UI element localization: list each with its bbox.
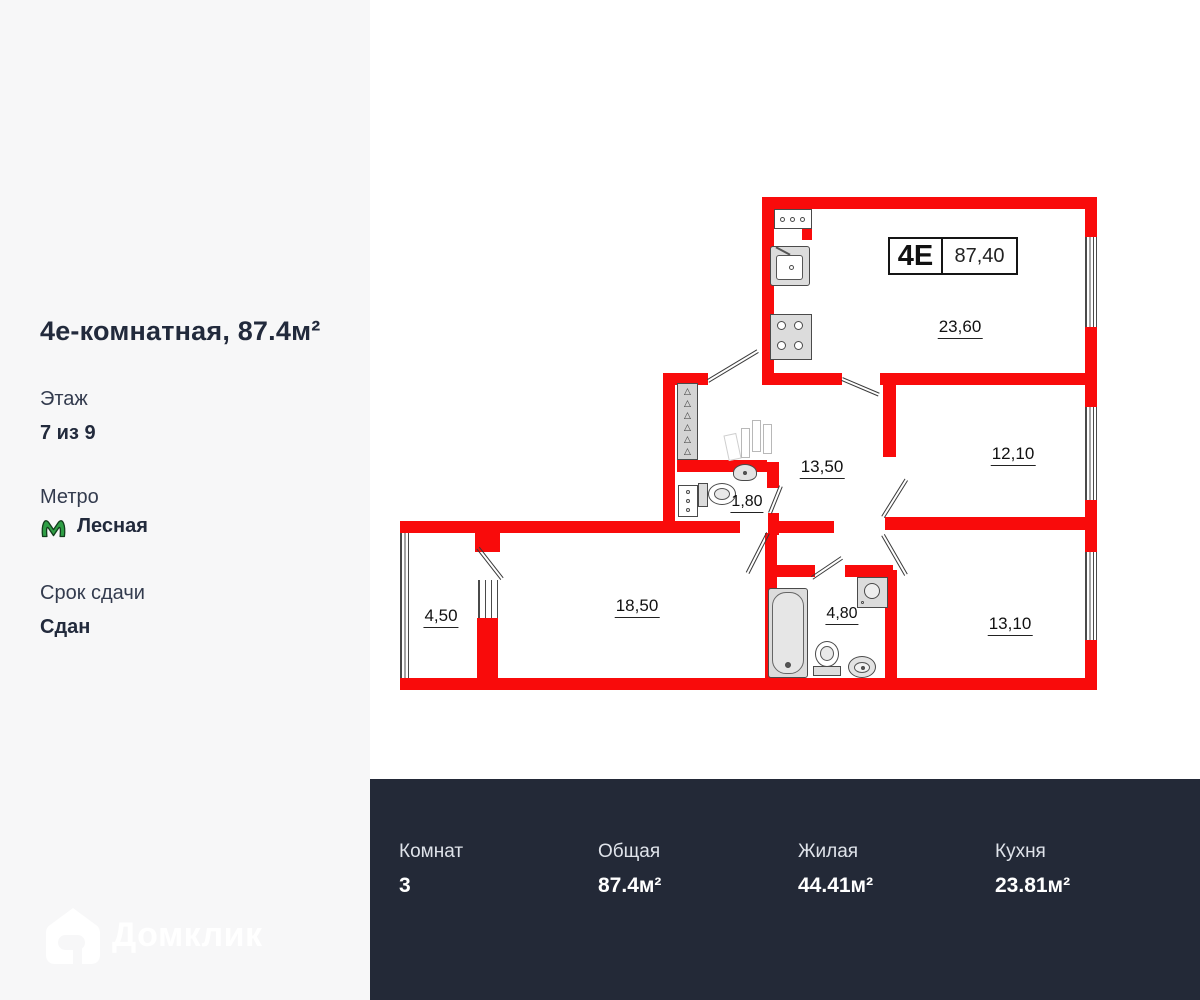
listing-title: 4е-комнатная, 87.4м² xyxy=(40,316,321,346)
room-area-label: 23,60 xyxy=(938,317,983,339)
room-area-label: 1,80 xyxy=(730,493,763,513)
room-area-label: 13,10 xyxy=(988,614,1033,636)
wall xyxy=(1085,327,1097,407)
bath-toilet-icon xyxy=(815,641,839,667)
floor-label: Этаж xyxy=(40,388,88,410)
balcony-door-window xyxy=(478,580,498,618)
stat-label: Кухня xyxy=(995,841,1046,862)
wall xyxy=(762,197,1097,209)
room-area-label: 4,50 xyxy=(423,606,458,628)
window xyxy=(1085,237,1097,327)
wall xyxy=(880,373,1097,385)
unit-type: 4Е xyxy=(890,239,943,273)
metro-label: Метро xyxy=(40,486,99,508)
window xyxy=(1085,552,1097,640)
stats-panel xyxy=(370,779,1200,1000)
bathroom-door xyxy=(811,556,843,579)
wall xyxy=(1085,197,1097,237)
metro-icon xyxy=(40,514,67,538)
room-area-label: 18,50 xyxy=(615,596,660,618)
wc-door xyxy=(768,485,783,513)
floor-value: 7 из 9 xyxy=(40,422,96,444)
unit-label-box xyxy=(888,237,1018,275)
wall xyxy=(765,565,815,577)
wall xyxy=(663,373,675,533)
deadline-value: Сдан xyxy=(40,616,91,638)
wc-cabinet-icon xyxy=(678,485,698,517)
stat-value: 87.4м² xyxy=(598,874,662,897)
hall-cabinet-sketch xyxy=(741,428,750,458)
deadline-label: Срок сдачи xyxy=(40,582,145,604)
wall xyxy=(477,618,498,678)
stat-kitchen-area xyxy=(995,841,1070,898)
metro-row xyxy=(40,514,148,538)
wall xyxy=(772,521,834,533)
entrance-door xyxy=(707,349,759,382)
stat-label: Общая xyxy=(598,841,661,862)
stat-value: 44.41м² xyxy=(798,874,874,897)
hall-cabinet-sketch xyxy=(723,433,741,461)
stat-rooms xyxy=(399,841,463,898)
room-area-label: 12,10 xyxy=(991,444,1036,466)
house-icon xyxy=(46,906,100,964)
bath-toilet-tank-icon xyxy=(813,666,841,676)
wall xyxy=(400,521,740,533)
wall xyxy=(762,373,842,385)
metro-station: Лесная xyxy=(77,514,148,537)
wall xyxy=(883,385,896,457)
kitchen-sink-icon xyxy=(770,246,810,286)
hall-cabinet-sketch xyxy=(763,424,772,454)
bedroom1-door xyxy=(881,479,908,518)
room-area-label: 4,80 xyxy=(825,605,858,625)
brand-name: Домклик xyxy=(112,915,263,954)
bathtub-icon xyxy=(768,588,808,678)
wall xyxy=(845,565,893,577)
hall-cabinet-sketch xyxy=(752,420,761,452)
wall xyxy=(802,228,812,240)
wc-toilet-icon xyxy=(698,483,708,507)
info-sidebar xyxy=(0,0,370,1000)
wall xyxy=(400,678,1097,690)
bath-sink-icon xyxy=(848,656,876,678)
wardrobe-icon: △ △ △ △ △ △ xyxy=(677,383,698,460)
stat-value: 3 xyxy=(399,874,411,897)
brand-watermark xyxy=(46,906,263,964)
stat-label: Комнат xyxy=(399,841,464,862)
unit-total-area: 87,40 xyxy=(954,244,1005,267)
washing-machine-icon xyxy=(857,577,888,608)
stat-total-area xyxy=(598,841,661,898)
wall xyxy=(885,517,1097,530)
wall xyxy=(767,462,779,488)
stat-label: Жилая xyxy=(798,841,859,862)
vent-box-icon xyxy=(774,209,812,229)
balcony-window xyxy=(400,533,409,678)
stat-living-area xyxy=(798,841,873,898)
stove-icon xyxy=(770,314,812,360)
wc-sink-icon xyxy=(733,464,757,481)
window xyxy=(1085,407,1097,500)
stat-value: 23.81м² xyxy=(995,874,1071,897)
floor-plan xyxy=(370,0,1200,779)
kitchen-door xyxy=(841,377,879,396)
room-area-label: 13,50 xyxy=(800,457,845,479)
